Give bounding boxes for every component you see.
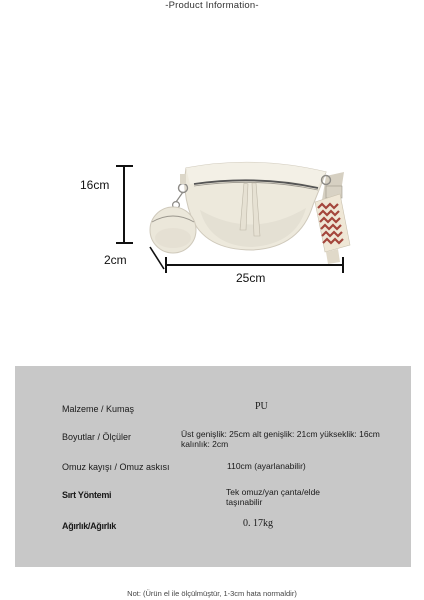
depth-label: 2cm xyxy=(104,253,127,267)
spec-value-strap: 110cm (ayarlanabilir) xyxy=(227,461,306,471)
spec-table xyxy=(15,366,411,567)
spec-value-carry: Tek omuz/yan çanta/elde taşınabilir xyxy=(226,487,321,507)
height-dimension-line xyxy=(116,166,133,243)
spec-label-dimensions: Boyutlar / Ölçüler xyxy=(62,432,132,442)
page-title: -Product Information- xyxy=(165,0,259,11)
product-image xyxy=(0,150,424,300)
spec-value-weight: 0. 17kg xyxy=(243,518,273,529)
spec-value-material: PU xyxy=(255,401,268,412)
spec-label-weight: Ağırlık/Ağırlık xyxy=(62,521,117,531)
spec-value-dimensions: Üst genişlik: 25cm alt genişlik: 21cm yükseklik: 16cm kalınlık: 2cm xyxy=(181,429,380,449)
bag-illustration xyxy=(0,150,424,300)
height-label: 16cm xyxy=(80,178,110,192)
spec-label-strap: Omuz kayışı / Omuz askısı xyxy=(62,462,170,472)
width-label: 25cm xyxy=(236,271,266,285)
spec-label-carry: Sırt Yöntemi xyxy=(62,490,112,500)
spec-label-material: Malzeme / Kumaş xyxy=(62,404,135,414)
bag-body xyxy=(179,162,331,250)
footer-note: Not: (Ürün el ile ölçülmüştür, 1-3cm hata normaldir) xyxy=(127,589,297,598)
